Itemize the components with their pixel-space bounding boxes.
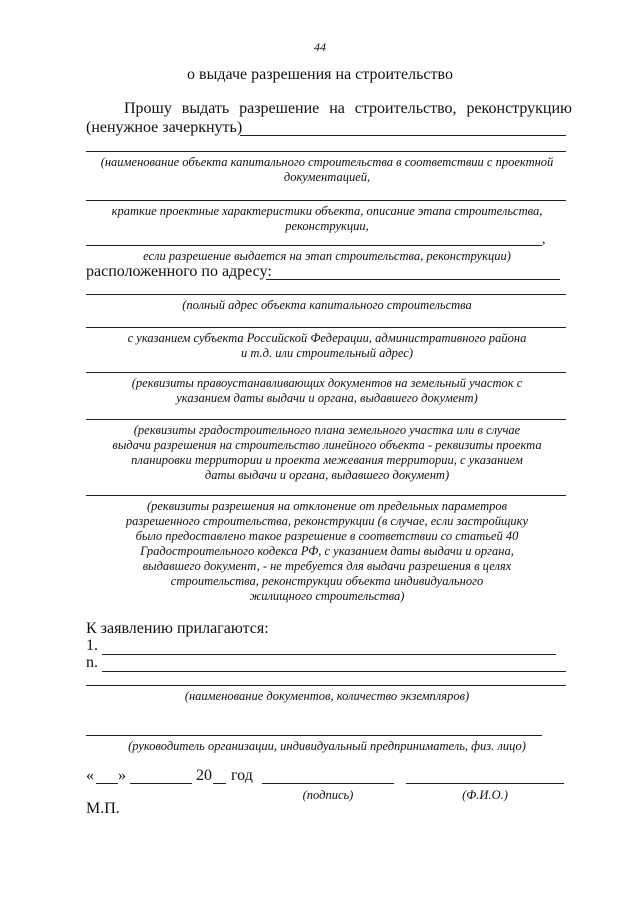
head-caption: (руководитель организации, индивидуальный предприниматель, физ. лицо) [128,739,526,753]
stage-caption: если разрешение выдается на этап строительства, реконструкции) [143,249,511,263]
date-day-line[interactable] [96,783,118,784]
full-address-caption: (полный адрес объекта капитального строительства [182,298,472,312]
request-word: Прошу [124,100,172,117]
document-title: о выдаче разрешения на строительство [187,66,453,83]
date-close-quote: » [118,767,126,784]
gpzu-caption: (реквизиты градостроительного плана земельного участка или в случае выдачи разрешения на строительство линейного объекта - реквизиты проекта планировки территории и проекта межевания территории, с указанием даты выдачи и органа, выдавшего документ) [112,423,542,482]
address-label: расположенного по адресу: [86,263,272,280]
land-docs-line[interactable] [86,372,566,373]
stamp-place: М.П. [86,800,120,817]
date-year-prefix: 20 [196,767,212,784]
object-name-line[interactable] [86,151,566,152]
signature-caption: (подпись) [302,788,354,802]
attachments-label: К заявлению прилагаются: [86,620,269,637]
full-address-line[interactable] [86,294,566,295]
stage-line[interactable] [86,245,542,246]
object-name-caption: (наименование объекта капитального строительства в соответствии с проектной документацией, [100,155,554,184]
attachment-item-1-line[interactable] [102,654,556,655]
stage-comma: , [542,232,546,247]
subject-caption: с указанием субъекта Российской Федерации, административного района и т.д. или строительный адрес) [127,331,527,360]
signature-line[interactable] [262,783,394,784]
request-word: на [329,100,345,117]
request-word: выдать [181,100,230,117]
characteristics-caption: краткие проектные характеристики объекта, описание этапа строительства, реконструкции, [111,204,543,233]
attachment-item-n-line[interactable] [102,671,566,672]
land-docs-caption: (реквизиты правоустанавливающих документов на земельный участок с указанием даты выдачи и органа, выдавшего документ) [131,376,523,405]
characteristics-line[interactable] [86,200,566,201]
fio-line[interactable] [406,783,564,784]
request-word: разрешение [239,100,320,117]
date-year-label: год [231,767,253,784]
attachment-item-n-number: n. [86,654,98,671]
deviation-caption: (реквизиты разрешения на отклонение от предельных параметров разрешенного строительства, реконструкции (в случае, если застройщику было предоставлено такое разрешение в соответствии со статьей 40 Градостроительного кодекса РФ, с указанием даты выдачи и органа, выдавшего документ, - не требуется для выдачи разрешения в целях строительства, реконструкции объекта индивидуального жилищного строительства) [125,499,529,603]
gpzu-line[interactable] [86,419,566,420]
object-fill-line[interactable] [240,135,566,136]
deviation-line[interactable] [86,495,566,496]
head-line[interactable] [86,735,542,736]
date-year-line[interactable] [213,783,226,784]
documents-line[interactable] [86,685,566,686]
attachment-item-1-number: 1. [86,637,98,654]
documents-caption: (наименование документов, количество экземпляров) [184,689,470,703]
subject-line[interactable] [86,327,566,328]
address-fill-line[interactable] [266,279,560,280]
date-open-quote: « [86,767,94,784]
request-word: реконструкцию [466,100,572,117]
date-month-line[interactable] [130,783,192,784]
request-line [124,100,572,118]
strike-note: (ненужное зачеркнуть) [86,119,243,136]
fio-caption: (Ф.И.О.) [462,788,508,802]
page-number: 44 [314,40,326,54]
request-word: строительство, [354,100,457,117]
